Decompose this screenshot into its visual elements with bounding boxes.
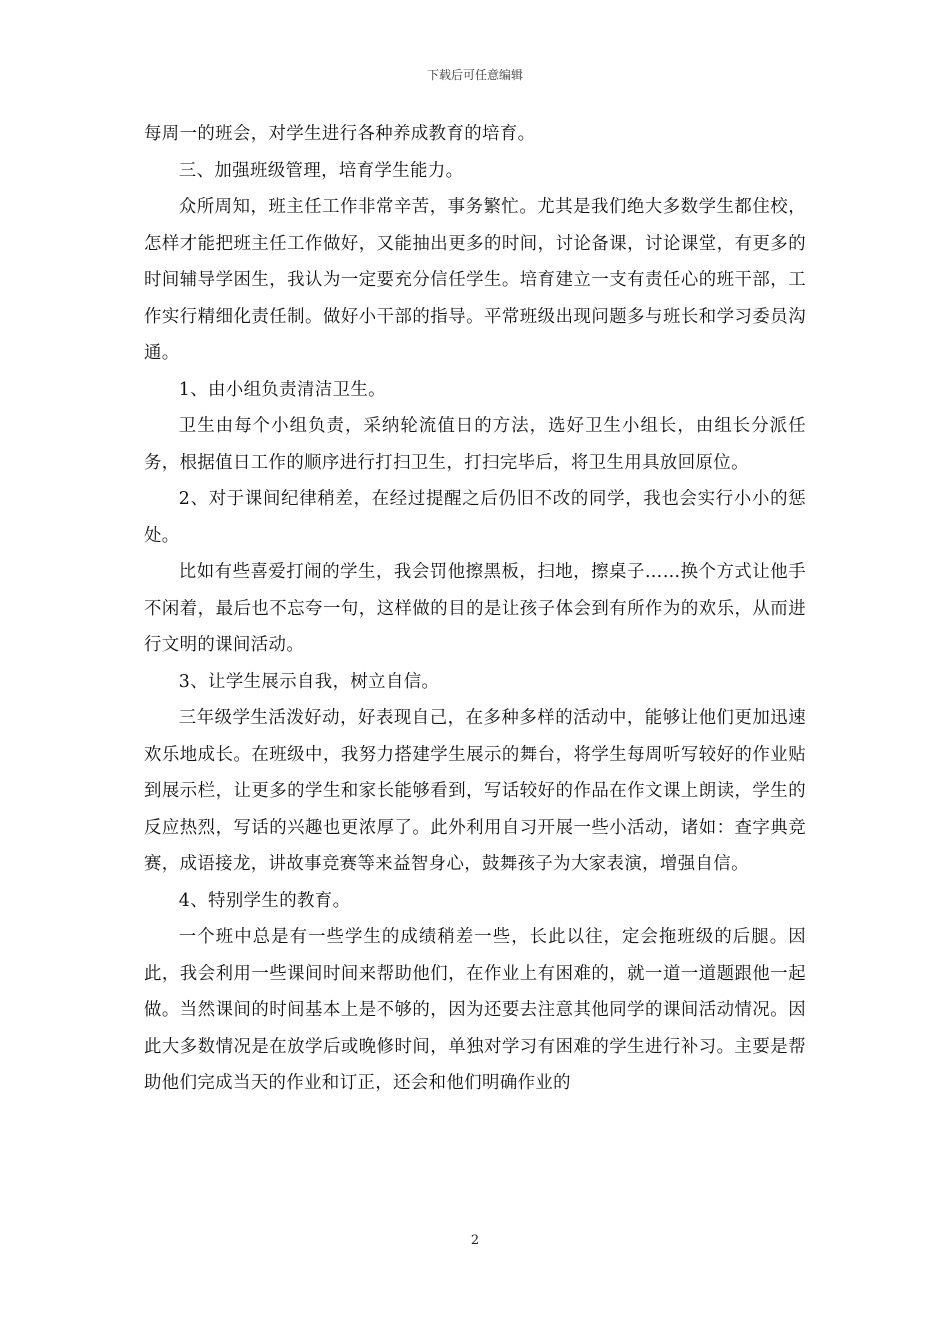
page-number: 2 bbox=[470, 1233, 480, 1248]
subsection-heading: 2、对于课间纪律稍差，在经过提醒之后仍旧不改的同学，我也会实行小小的惩处。 bbox=[144, 489, 806, 546]
document-body bbox=[144, 116, 806, 1102]
paragraph: 三年级学生活泼好动，好表现自己，在多种多样的活动中，能够让他们更加迅速欢乐地成长。在班级中，我努力搭建学生展示的舞台，将学生每周听写较好的作业贴到展示栏，让更多的学生和家长能够看到，写话较好的作品在作文课上朗读，学生的反应热烈，写话的兴趣也更浓厚了。此外利用自习开展一些小活动，诸如：查字典竞赛，成语接龙，讲故事竞赛等来益智身心，鼓舞孩子为大家表演，增强自信。 bbox=[144, 708, 806, 874]
subsection-heading: 1、由小组负责清洁卫生。 bbox=[178, 379, 386, 400]
page-header: 下载后可任意编辑 bbox=[426, 68, 523, 82]
subsection-heading: 3、让学生展示自我，树立自信。 bbox=[178, 671, 440, 692]
paragraph: 一个班中总是有一些学生的成绩稍差一些，长此以往，定会拖班级的后腿。因此，我会利用一些课间时间来帮助他们，在作业上有困难的，就一道一道题跟他一起做。当然课间的时间基本上是不够的，因为还要去注意其他同学的课间活动情况。因此大多数情况是在放学后或晚修时间，单独对学习有困难的学生进行补习。主要是帮助他们完成当天的作业和订正，还会和他们明确作业的 bbox=[144, 927, 806, 1093]
section-heading: 三、加强班级管理，培育学生能力。 bbox=[178, 160, 464, 181]
paragraph: 比如有些喜爱打闹的学生，我会罚他擦黑板，扫地，擦桌子……换个方式让他手不闲着，最后也不忘夸一句，这样做的目的是让孩子体会到有所作为的欢乐，从而进行文明的课间活动。 bbox=[144, 562, 806, 655]
paragraph: 每周一的班会，对学生进行各种养成教育的培育。 bbox=[144, 124, 536, 144]
paragraph: 众所周知，班主任工作非常辛苦，事务繁忙。尤其是我们绝大多数学生都住校，怎样才能把班主任工作做好，又能抽出更多的时间，讨论备课，讨论课堂，有更多的时间辅导学困生，我认为一定要充分信任学生。培育建立一支有责任心的班干部，工作实行精细化责任制。做好小干部的指导。平常班级出现问题多与班长和学习委员沟通。 bbox=[144, 197, 806, 363]
paragraph: 卫生由每个小组负责，采纳轮流值日的方法，选好卫生小组长，由组长分派任务，根据值日工作的顺序进行打扫卫生，打扫完毕后，将卫生用具放回原位。 bbox=[144, 416, 806, 473]
subsection-heading: 4、特别学生的教育。 bbox=[178, 890, 351, 911]
